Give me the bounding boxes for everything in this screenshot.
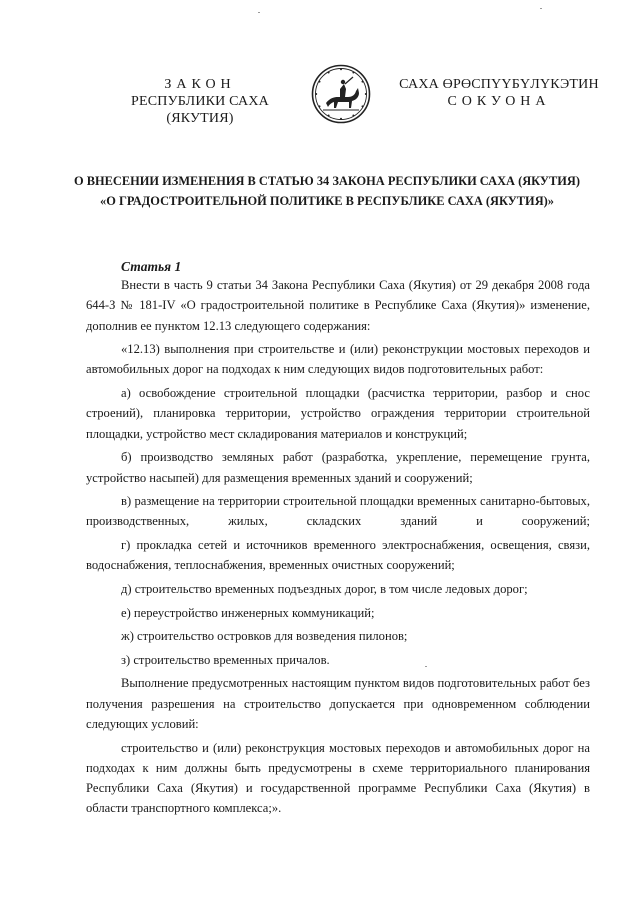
coat-of-arms-emblem-icon	[311, 64, 371, 124]
scan-speck	[425, 666, 427, 667]
paragraph: г) прокладка сетей и источников временного электроснабжения, освещения, связи, водоснабжения, теплоснабжения, временных очистных сооружений;	[86, 538, 590, 573]
title-line-2: «О ГРАДОСТРОИТЕЛЬНОЙ ПОЛИТИКЕ В РЕСПУБЛИКЕ САХА (ЯКУТИЯ)»	[100, 194, 554, 208]
paragraph: д) строительство временных подъездных дорог, в том числе ледовых дорог;	[121, 581, 528, 596]
paragraph: в) размещение на территории строительной площадки временных санитарно-бытовых, производственных, жилых, складских зданий и сооружений;	[86, 494, 590, 529]
scan-speck	[258, 12, 260, 13]
paragraph: «12.13) выполнения при строительстве и (или) реконструкции мостовых переходов и автомобильных дорог на подходах к ним следующих видов подготовительных работ:	[86, 342, 590, 377]
header-republic-sakha: САХА ӨРӨСПҮҮБҮЛҮКЭТИН	[399, 77, 599, 92]
header-law-word-ru: ЗАКОН	[164, 77, 236, 92]
paragraph: а) освобождение строительной площадки (расчистка территории, разбор и снос строений), планировка территории, устройство ограждения территории строительной площадки, устройство мест складирования материалов и конструкций;	[86, 386, 590, 441]
article-body	[86, 275, 590, 822]
header-republic-ru: РЕСПУБЛИКИ САХА (ЯКУТИЯ)	[131, 94, 269, 126]
paragraph: строительство и (или) реконструкция мостовых переходов и автомобильных дорог на подходах к ним должны быть предусмотрены в схеме территориального планирования Республики Саха (Якутия) и государственной программе Республики Саха (Якутия) в области транспортного комплекса;».	[86, 740, 590, 816]
header-law-sakha	[388, 76, 610, 110]
paragraph: Выполнение предусмотренных настоящим пунктом видов подготовительных работ без получения разрешения на строительство допускается при одновременном соблюдении следующих условий:	[86, 676, 590, 731]
article-heading: Статья 1	[121, 259, 182, 274]
paragraph: б) производство земляных работ (разработка, укрепление, перемещение грунта, устройство насыпей) для размещения временных зданий и сооружений;	[86, 450, 590, 485]
paragraph: ж) строительство островков для возведения пилонов;	[121, 629, 408, 644]
scan-speck	[540, 8, 542, 9]
header-law-word-sakha: СОКУОНА	[447, 94, 551, 109]
header-law-ru	[100, 76, 300, 127]
document-title	[60, 171, 594, 211]
title-line-1: О ВНЕСЕНИИ ИЗМЕНЕНИЯ В СТАТЬЮ 34 ЗАКОНА РЕСПУБЛИКИ САХА (ЯКУТИЯ)	[74, 174, 580, 188]
paragraph: з) строительство временных причалов.	[121, 652, 330, 667]
paragraph: Внести в часть 9 статьи 34 Закона Республики Саха (Якутия) от 29 декабря 2008 года 644-З № 181-IV «О градостроительной политике в Республике Саха (Якутия)» изменение, дополнив ее пунктом 12.13 следующего содержания:	[86, 278, 590, 333]
paragraph: е) переустройство инженерных коммуникаций;	[121, 605, 375, 620]
